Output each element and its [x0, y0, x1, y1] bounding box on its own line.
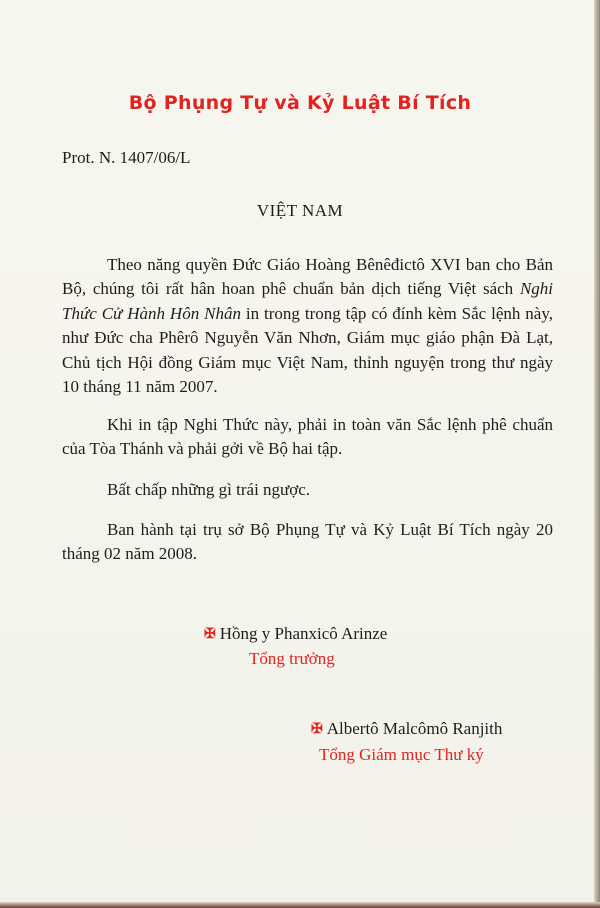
signature-secretary-name-text: Albertô Malcômô Ranjith — [326, 719, 503, 738]
paragraph-issued: Ban hành tại trụ sở Bộ Phụng Tự và Kỷ Luật Bí Tích ngày 20 tháng 02 năm 2008. — [62, 520, 553, 564]
paragraph-notwithstanding: Bất chấp những gì trái ngược. — [107, 480, 311, 499]
paragraph-approval — [62, 253, 553, 399]
paragraph-approval-text-end: in trong trong tập có đính kèm Sắc lệnh này, như Đức cha Phêrô Nguyễn Văn Nhơn, Giám mục giáo phận Đà Lạt, Chủ tịch Hội đồng Giám mục Việt Nam, thỉnh nguyện trong thư ngày 10 tháng 11 năm 2007. — [62, 303, 553, 397]
country-heading: VIỆT NAM — [256, 201, 344, 220]
page-edge-right — [594, 0, 600, 908]
cross-icon: ✠ — [204, 627, 216, 642]
signature-secretary-title: Tổng Giám mục Thư ký — [319, 745, 484, 764]
book-title: Nghi Thức Cử Hành Hôn Nhân — [62, 279, 553, 323]
page-edge-bottom — [0, 902, 600, 908]
signature-prefect-title: Tổng trưởng — [249, 649, 335, 668]
signature-secretary-name — [311, 719, 502, 739]
signature-prefect-name — [204, 624, 387, 644]
signature-prefect-name-text: Hồng y Phanxicô Arinze — [219, 624, 388, 643]
paragraph-approval-text-start: Theo năng quyền Đức Giáo Hoàng Bênêđictô XVI ban cho Bản Bộ, chúng tôi rất hân hoan phê chuẩn bản dịch tiếng Việt sách — [62, 255, 553, 299]
cross-icon: ✠ — [311, 722, 323, 737]
paragraph-printing: Khi in tập Nghi Thức này, phải in toàn văn Sắc lệnh phê chuẩn của Tòa Thánh và phải gởi về Bộ hai tập. — [62, 415, 553, 459]
protocol-number: Prot. N. 1407/06/L — [62, 148, 191, 167]
document-title: Bộ Phụng Tự và Kỷ Luật Bí Tích — [128, 92, 472, 114]
